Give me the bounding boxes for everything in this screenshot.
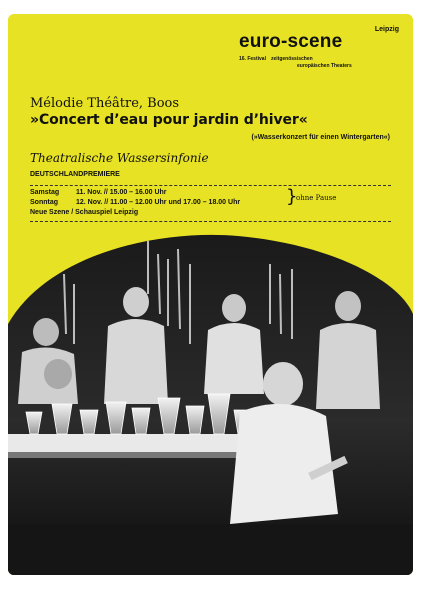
brace-icon: } xyxy=(286,186,298,207)
logo-tagline-1 xyxy=(239,56,313,62)
schedule-times: 11. Nov. // 15.00 – 16.00 Uhr xyxy=(76,189,167,196)
schedule-row xyxy=(30,199,240,206)
schedule-day: Sonntag xyxy=(30,199,58,206)
premiere-label: DEUTSCHLANDPREMIERE xyxy=(30,171,120,178)
divider-bottom xyxy=(30,221,391,222)
schedule-day: Samstag xyxy=(30,189,60,196)
title-translation: (»Wasserkonzert für einen Wintergarten«) xyxy=(251,134,390,141)
logo-tagline-2: europäischen Theaters xyxy=(297,63,352,69)
program-card xyxy=(8,14,413,575)
euro-scene-logo[interactable] xyxy=(239,24,399,80)
show-title: »Concert d’eau pour jardin d’hiver« xyxy=(30,112,308,128)
logo-edition: 16. Festival xyxy=(239,56,266,62)
schedule-row xyxy=(30,189,167,196)
logo-city: Leipzig xyxy=(374,26,399,33)
venue: Neue Szene / Schauspiel Leipzig xyxy=(30,209,139,216)
show-subtitle: Theatralische Wassersinfonie xyxy=(30,151,209,165)
divider-top xyxy=(30,185,391,186)
company-name: Mélodie Théâtre, Boos xyxy=(30,96,180,111)
performance-photo xyxy=(8,234,413,575)
no-intermission-note: ohne Pause xyxy=(296,194,337,202)
logo-wordmark: euro-scene xyxy=(239,31,343,52)
logo-tagline-1-text: zeitgenössischen xyxy=(271,56,313,62)
schedule-times: 12. Nov. // 11.00 – 12.00 Uhr und 17.00 – 18.00 Uhr xyxy=(76,199,241,206)
